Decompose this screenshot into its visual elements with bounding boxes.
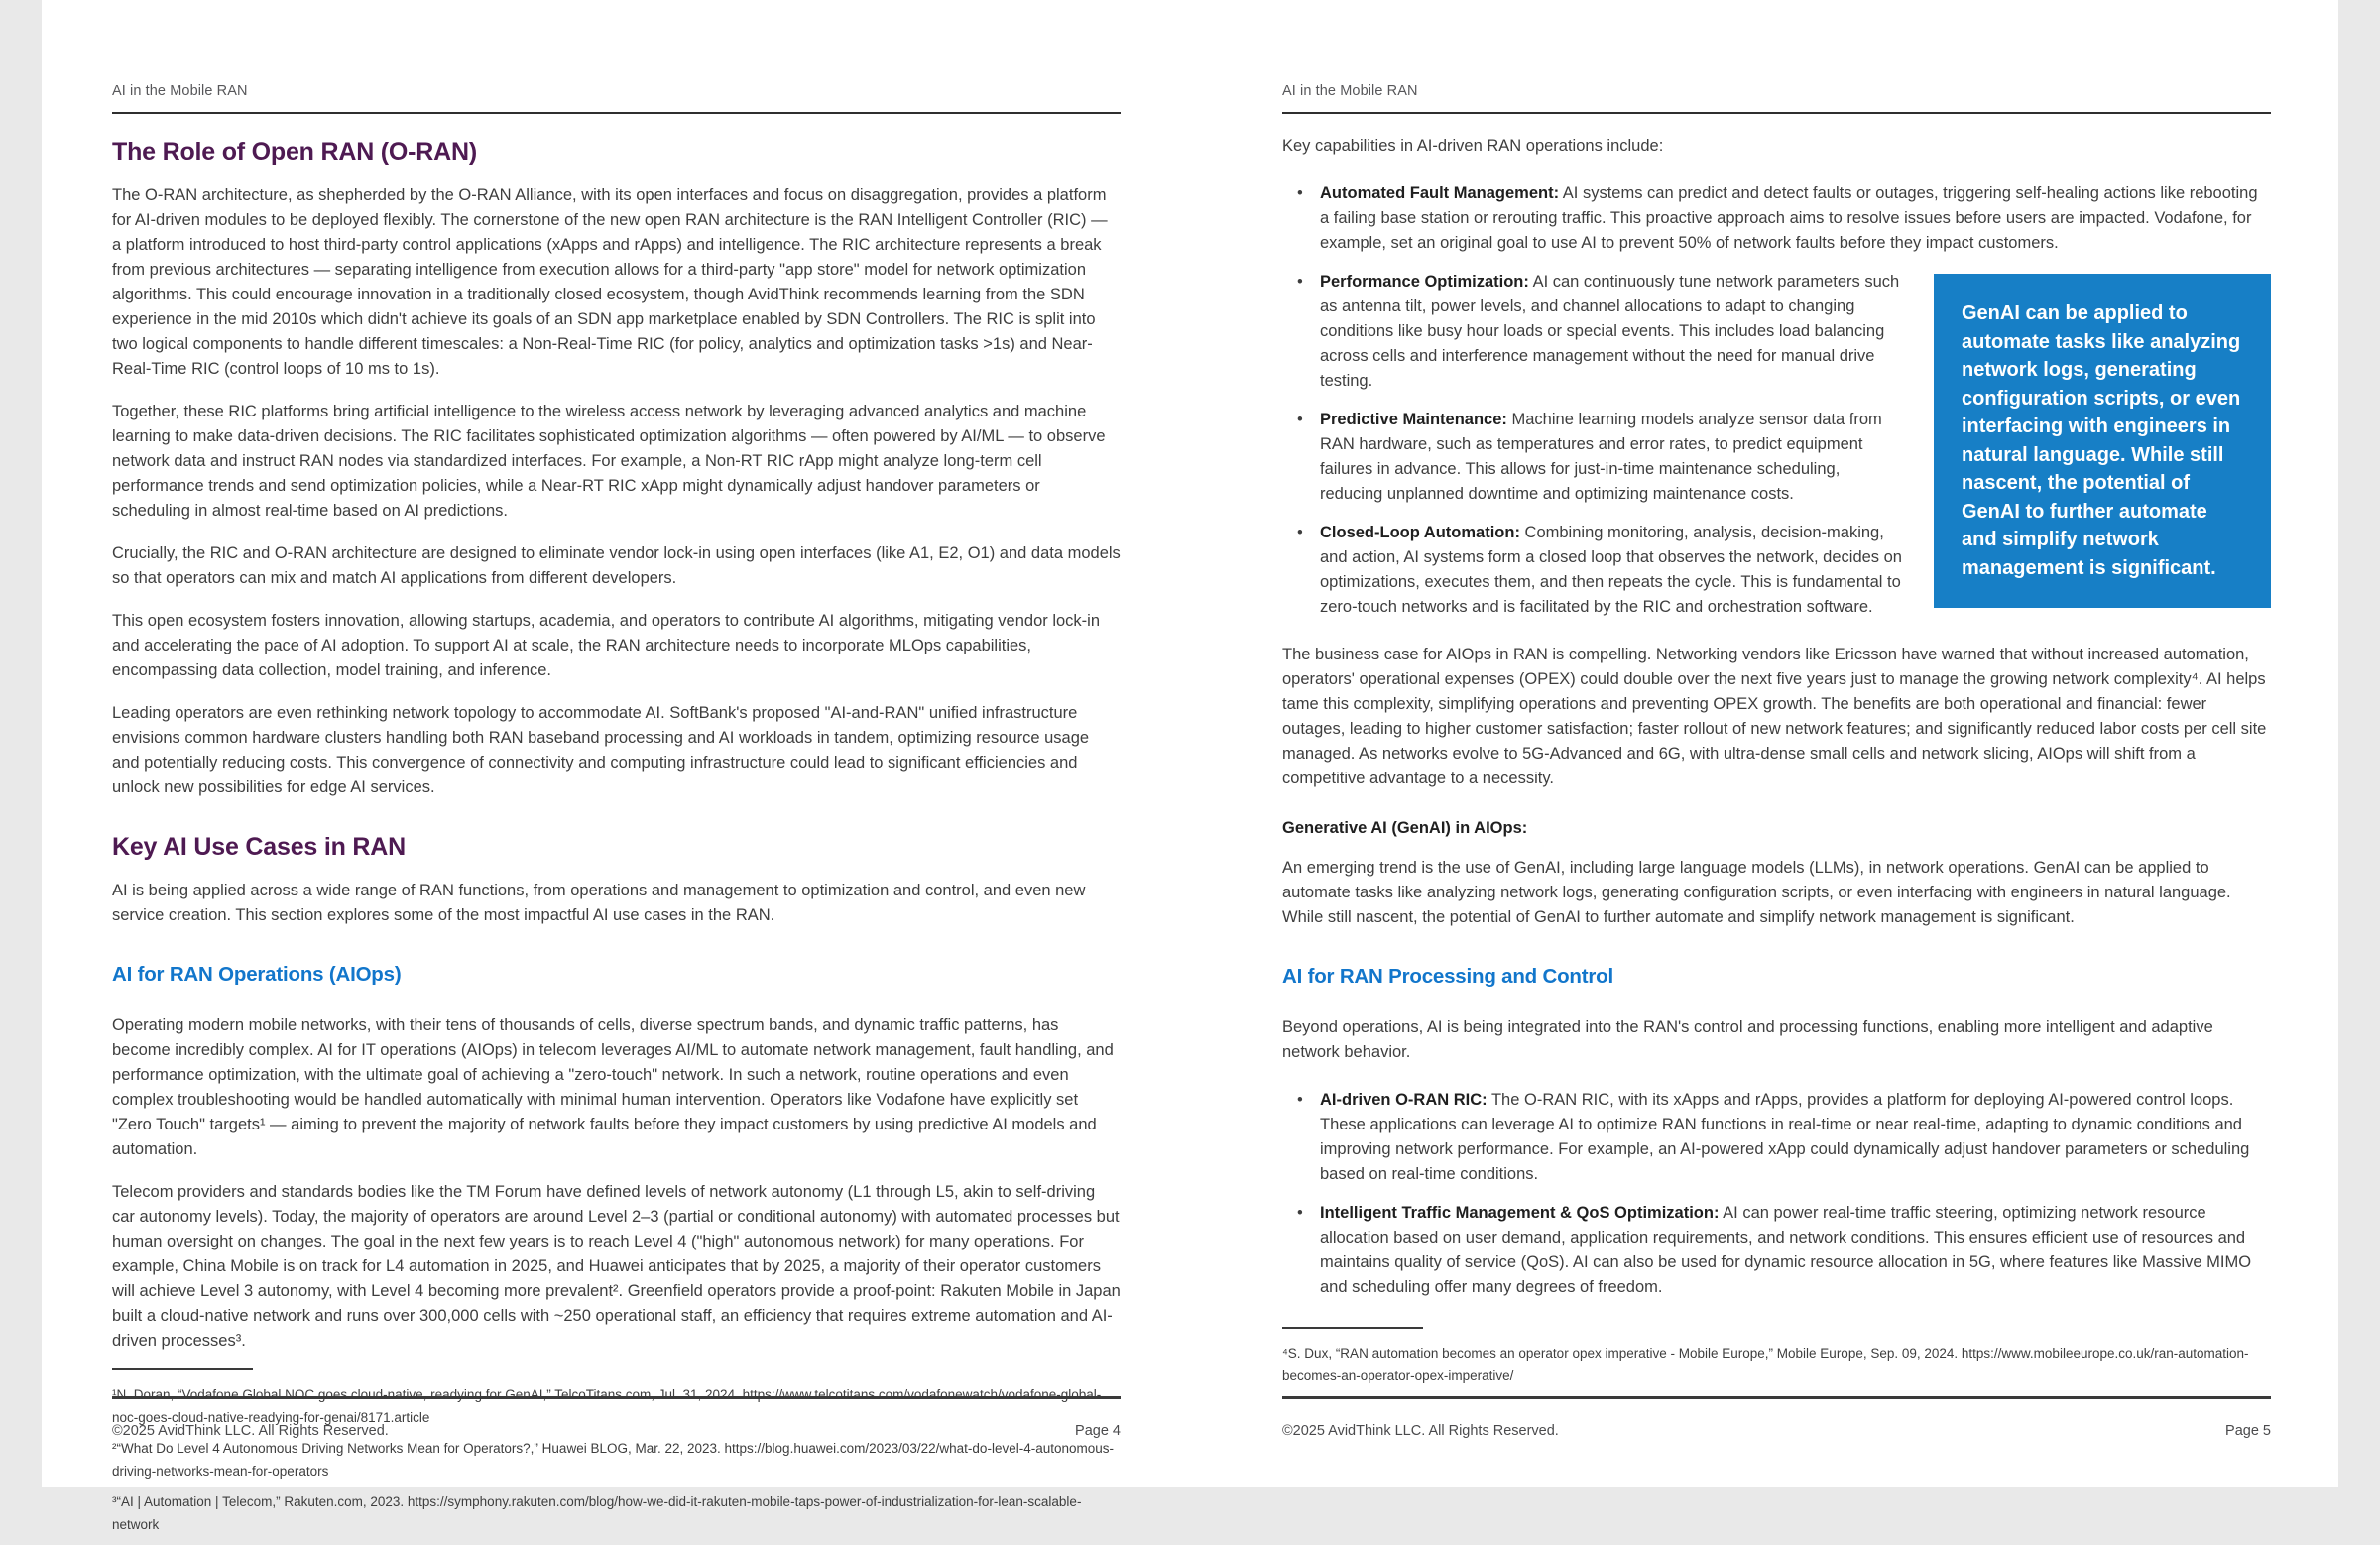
- running-header: AI in the Mobile RAN: [1282, 83, 2271, 114]
- list-item: [1282, 1201, 2271, 1300]
- bullet-text: AI can power real-time traffic steering, optimizing network resource allocation based on user demand, application requirements, and network conditions. This ensures efficient use of resources and maintains quality of service (QoS). AI can also be used for dynamic resource allocation in 5G, where features like Massive MIMO and scheduling offer many degrees of freedom.: [1320, 1204, 2252, 1296]
- paragraph: AI is being applied across a wide range of RAN functions, from operations and management to optimization and control, and even new service creation. This section explores some of the most impactful AI use cases in the RAN.: [112, 882, 1086, 924]
- page-footer: [1282, 1396, 2271, 1439]
- section-heading-open-ran: The Role of Open RAN (O-RAN): [112, 138, 477, 166]
- paragraph: Telecom providers and standards bodies like the TM Forum have defined levels of network autonomy (L1 through L5, akin to self-driving car autonomy levels). Today, the majority of operators are around Level 2–3 (partial or conditional autonomy) with automated processes but human oversight on changes. The goal in the next few years is to reach Level 4 ("high" autonomous network) for many operations. For example, China Mobile is on track for L4 automation in 2025, and Huawei anticipates that by 2025, a majority of their operator customers will achieve Level 3 autonomy, with Level 4 becoming more prevalent². Greenfield operators provide a proof-point: Rakuten Mobile in Japan built a cloud-native network and runs over 300,000 cells with ~250 operational staff, an efficiency that requires extreme automation and AI-driven processes³.: [112, 1183, 1121, 1350]
- paragraph: An emerging trend is the use of GenAI, including large language models (LLMs), in network operations. GenAI can be applied to automate tasks like analyzing network logs, generating configuration scripts, or even interfacing with engineers in natural language. While still nascent, the potential of GenAI to further automate and simplify network management is significant.: [1282, 859, 2231, 926]
- page-number: Page 5: [2225, 1423, 2271, 1439]
- list-item: [1282, 408, 2271, 507]
- bullet-title: Closed-Loop Automation:: [1320, 524, 1520, 541]
- footnotes-block: [1282, 1321, 2271, 1396]
- genai-callout-box: GenAI can be applied to automate tasks like analyzing network logs, generating configuration scripts, or even interfacing with engineers in natural language. While still nascent, the potential of GenAI to further automate and simplify network management is significant.: [1934, 274, 2271, 608]
- bullet-title: AI-driven O-RAN RIC:: [1320, 1091, 1488, 1109]
- footnote: ¹N. Doran, “Vodafone Global NOC goes cloud-native, readying for GenAI,” TelcoTitans.com, Jul. 31, 2024. https://www.telcotitans.com/vodafonewatch/vodafone-global-noc-goes-cloud-native-readying-for-genai/8171.article: [112, 1387, 1102, 1425]
- paragraph: The business case for AIOps in RAN is compelling. Networking vendors like Ericsson have warned that without increased automation, operators' operational expenses (OPEX) could double over the next five years just to manage the growing network complexity⁴. AI helps tame this complexity, simplifying operations and preventing OPEX growth. The benefits are both operational and financial: fewer outages, leading to higher customer satisfaction; faster rollout of new network features; and significantly reduced labor costs per cell site managed. As networks evolve to 5G-Advanced and 6G, with ultra-dense small cells and network slicing, AIOps will shift from a competitive advantage to a necessity.: [1282, 646, 2267, 787]
- paragraph: Operating modern mobile networks, with their tens of thousands of cells, diverse spectrum bands, and dynamic traffic patterns, has become incredibly complex. AI for IT operations (AIOps) in telecom leverages AI/ML to automate network management, fault handling, and performance optimization, with the ultimate goal of achieving a "zero-touch" network. In such a network, routine operations and even complex troubleshooting would be handled automatically with minimal human intervention. Operators like Vodafone have explicitly set "Zero Touch" targets¹ — aiming to prevent the majority of network faults before they impact customers by using predictive AI models and automation.: [112, 1016, 1114, 1158]
- paragraph: Crucially, the RIC and O-RAN architecture are designed to eliminate vendor lock-in using open interfaces (like A1, E2, O1) and data models so that operators can mix and match AI applications from different developers.: [112, 544, 1121, 587]
- bullet-text: AI systems can predict and detect faults or outages, triggering self-healing actions like rebooting a failing base station or rerouting traffic. This proactive approach aims to resolve issues before users are impacted. Vodafone, for example, set an original goal to use AI to prevent 50% of network faults before they impact customers.: [1320, 184, 2258, 252]
- list-item: [1282, 270, 2271, 394]
- list-item: [1282, 521, 2271, 620]
- bullet-text: Machine learning models analyze sensor data from RAN hardware, such as temperatures and error rates, to predict equipment failures in advance. This allows for just-in-time maintenance scheduling, reducing unplanned downtime and optimizing maintenance costs.: [1320, 411, 1882, 503]
- copyright-text: ©2025 AvidThink LLC. All Rights Reserved.: [1282, 1423, 1559, 1439]
- footnote: ²“What Do Level 4 Autonomous Driving Networks Mean for Operators?,” Huawei BLOG, Mar. 22, 2023. https://blog.huawei.com/2023/03/22/what-do-level-4-autonomous-driving-networks-mean-for-operators: [112, 1441, 1115, 1479]
- page-4: [112, 0, 1121, 1532]
- footnote: ³“AI | Automation | Telecom,” Rakuten.com, 2023. https://symphony.rakuten.com/blog/how-we-did-it-rakuten-mobile-taps-power-of-industrialization-for-lean-scalable-network: [112, 1494, 1082, 1532]
- paragraph: The O-RAN architecture, as shepherded by the O-RAN Alliance, with its open interfaces and focus on disaggregation, provides a platform for AI-driven modules to be deployed flexibly. The cornerstone of the new open RAN architecture is the RAN Intelligent Controller (RIC) — a platform introduced to host third-party control applications (xApps and rApps) and intelligence. The RIC architecture represents a break from previous architectures — separating intelligence from execution allows for a third-party "app store" model for network optimization algorithms. This could encourage innovation in a traditionally closed ecosystem, though AvidThink recommends learning from the SDN experience in the mid 2010s which didn't achieve its goals of an SDN app marketplace enabled by SDN Controllers. The RIC is split into two logical components to handle different timescales: a Non-Real-Time RIC (for policy, analytics and optimization tasks >1s) and Near-Real-Time RIC (control loops of 10 ms to 1s).: [112, 186, 1108, 378]
- section-heading-use-cases: Key AI Use Cases in RAN: [112, 833, 406, 861]
- paragraph: This open ecosystem fosters innovation, allowing startups, academia, and operators to contribute AI algorithms, mitigating vendor lock-in and accelerating the pace of AI adoption. To support AI at scale, the RAN architecture needs to incorporate MLOps capabilities, encompassing data collection, model training, and inference.: [112, 612, 1101, 679]
- capabilities-list: [1282, 170, 2271, 634]
- copyright-text: ©2025 AvidThink LLC. All Rights Reserved.: [112, 1423, 389, 1439]
- page-number: Page 4: [1075, 1423, 1121, 1439]
- running-header: AI in the Mobile RAN: [112, 83, 1121, 114]
- bullet-title: Automated Fault Management:: [1320, 184, 1560, 202]
- page-5: [1282, 0, 2271, 1487]
- subsection-heading-aiops: AI for RAN Operations (AIOps): [112, 963, 402, 986]
- paragraph: Leading operators are even rethinking network topology to accommodate AI. SoftBank's proposed "AI-and-RAN" unified infrastructure envisions common hardware clusters handling both RAN baseband processing and AI workloads in tandem, optimizing resource usage and potentially reducing costs. This convergence of connectivity and computing infrastructure could lead to significant efficiencies and unlock new possibilities for edge AI services.: [112, 704, 1090, 796]
- bullet-title: Intelligent Traffic Management & QoS Optimization:: [1320, 1204, 1720, 1222]
- paragraph: Key capabilities in AI-driven RAN operations include:: [1282, 137, 1664, 155]
- page-footer: [112, 1396, 1121, 1439]
- footnote-separator: [112, 1368, 253, 1370]
- paragraph: Beyond operations, AI is being integrated into the RAN's control and processing functions, enabling more intelligent and adaptive network behavior.: [1282, 1018, 2213, 1061]
- bullet-title: Predictive Maintenance:: [1320, 411, 1507, 428]
- list-item: [1282, 1088, 2271, 1187]
- list-item: [1282, 181, 2271, 256]
- bullet-title: Performance Optimization:: [1320, 273, 1529, 291]
- footnote-separator: [1282, 1327, 1423, 1329]
- subsection-heading-processing: AI for RAN Processing and Control: [1282, 965, 1613, 988]
- bullet-text: The O-RAN RIC, with its xApps and rApps, provides a platform for deploying AI-powered control loops. These applications can leverage AI to optimize RAN functions in real-time or near real-time, adapting to dynamic conditions and improving network performance. For example, an AI-powered xApp could dynamically adjust handover parameters or scheduling based on real-time conditions.: [1320, 1091, 2250, 1183]
- paragraph: Together, these RIC platforms bring artificial intelligence to the wireless access network by leveraging advanced analytics and machine learning to make data-driven decisions. The RIC facilitates sophisticated optimization algorithms — often powered by AI/ML — to observe network data and instruct RAN nodes via standardized interfaces. For example, a Non-RT RIC rApp might analyze long-term cell performance trends and send optimization policies, while a Near-RT RIC xApp might dynamically adjust handover parameters or scheduling in almost real-time based on AI predictions.: [112, 403, 1106, 520]
- genai-inline-heading: Generative AI (GenAI) in AIOps:: [1282, 819, 1528, 837]
- white-paper-spread: [42, 0, 2338, 1532]
- footnote: ⁴S. Dux, “RAN automation becomes an operator opex imperative - Mobile Europe,” Mobile Europe, Sep. 09, 2024. https://www.mobileeurope.co.uk/ran-automation-becomes-an-operator-opex-imperative/: [1282, 1346, 2249, 1383]
- footnotes-block: [112, 1363, 1121, 1545]
- bullet-text: Combining monitoring, analysis, decision-making, and action, AI systems form a closed loop that observes the network, decides on optimizations, executes them, and then repeats the cycle. This is fundamental to zero-touch networks and is facilitated by the RIC and orchestration software.: [1320, 524, 1902, 616]
- processing-list: [1282, 1076, 2271, 1314]
- bullet-text: AI can continuously tune network parameters such as antenna tilt, power levels, and channel allocations to adapt to changing conditions like busy hour loads or special events. This includes load balancing across cells and interference management without the need for manual drive testing.: [1320, 273, 1900, 390]
